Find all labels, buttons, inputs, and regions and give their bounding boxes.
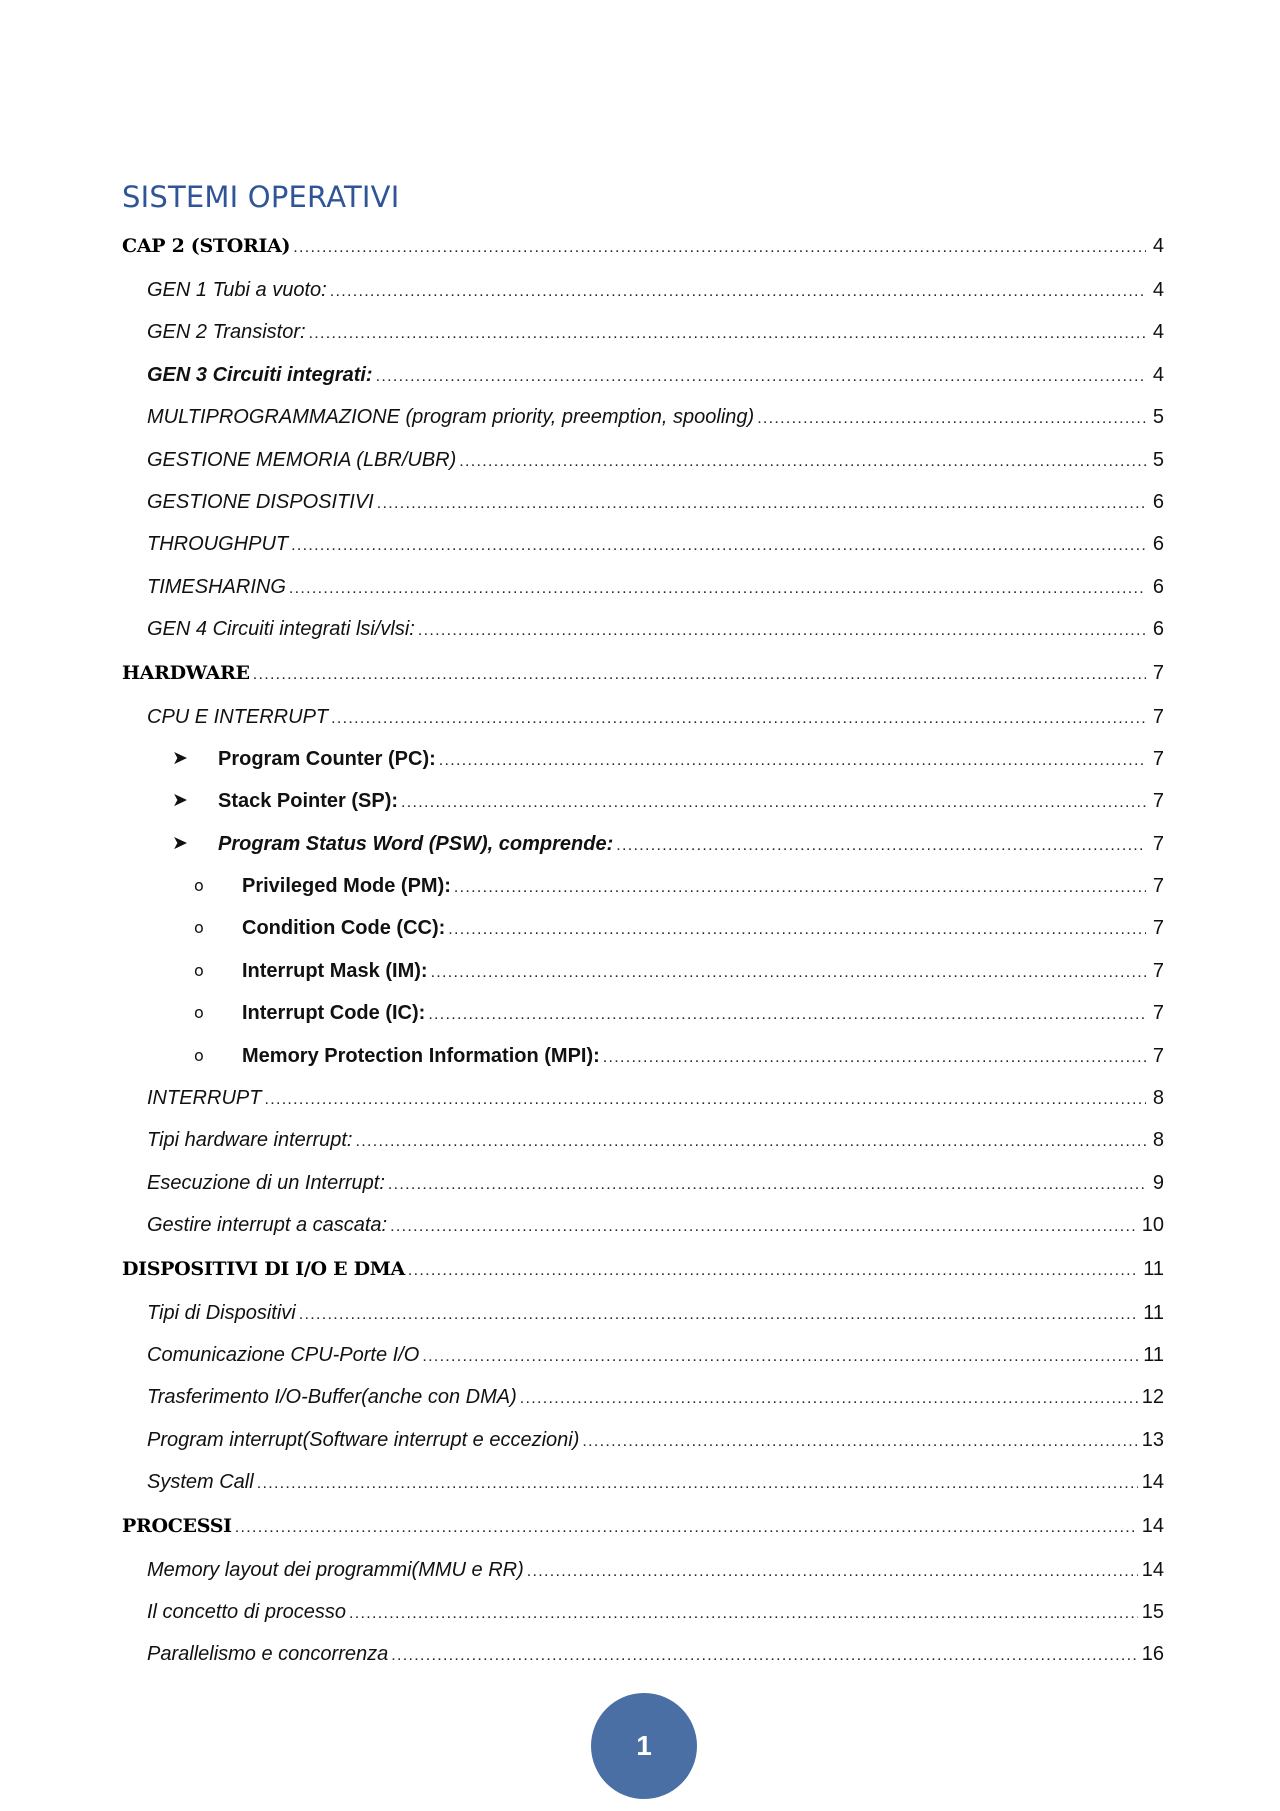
toc-entry[interactable]	[122, 1376, 1164, 1418]
toc-entry[interactable]	[122, 651, 1164, 696]
toc-entry-page: 12	[1141, 1386, 1164, 1409]
dot-leader	[431, 952, 1146, 994]
toc-entry-label: System Call	[147, 1471, 254, 1494]
toc-entry-label: Program Counter (PC):	[218, 747, 436, 770]
toc-entry[interactable]	[122, 823, 1164, 865]
toc-entry-page: 7	[1152, 790, 1164, 813]
table-of-contents	[122, 224, 1164, 1676]
toc-entry-page: 6	[1152, 575, 1164, 598]
toc-entry[interactable]	[122, 1334, 1164, 1376]
toc-entry-label: Privileged Mode (PM):	[242, 875, 451, 898]
dot-leader	[253, 652, 1146, 697]
toc-entry-page: 5	[1152, 406, 1164, 429]
toc-entry-page: 14	[1141, 1514, 1164, 1537]
toc-entry[interactable]	[122, 311, 1164, 353]
dot-leader	[330, 271, 1146, 313]
dot-leader	[616, 825, 1146, 867]
toc-entry-label: HARDWARE	[122, 661, 250, 684]
circle-bullet-icon: o	[194, 876, 204, 896]
toc-entry-label: Stack Pointer (SP):	[218, 790, 399, 813]
toc-entry-page: 8	[1152, 1087, 1164, 1110]
toc-entry[interactable]	[122, 738, 1164, 780]
circle-bullet-icon: o	[194, 960, 204, 980]
toc-entry[interactable]	[122, 1247, 1164, 1292]
toc-entry-label: Program Status Word (PSW), comprende:	[218, 832, 614, 855]
toc-entry-label: GEN 1 Tubi a vuoto:	[147, 279, 327, 301]
dot-leader	[422, 1336, 1139, 1378]
toc-entry-page: 6	[1152, 618, 1164, 641]
toc-entry-page: 7	[1152, 959, 1164, 982]
toc-entry-label: Tipi di Dispositivi	[147, 1301, 296, 1324]
dot-leader	[377, 483, 1146, 525]
dot-leader	[520, 1378, 1138, 1420]
toc-entry-page: 4	[1152, 363, 1164, 386]
toc-entry-label: MULTIPROGRAMMAZIONE (program priority, preemption, spooling)	[147, 406, 755, 429]
toc-entry-label: GESTIONE DISPOSITIVI	[147, 490, 374, 513]
page-number-badge: 1	[591, 1693, 697, 1799]
toc-entry[interactable]	[122, 865, 1164, 907]
circle-bullet-icon: o	[194, 918, 204, 938]
dot-leader	[299, 1294, 1139, 1336]
toc-entry-page: 11	[1143, 1301, 1164, 1324]
toc-entry-page: 13	[1141, 1428, 1164, 1451]
dot-leader	[390, 1206, 1138, 1248]
toc-entry-label: Condition Code (CC):	[242, 917, 446, 940]
circle-bullet-icon: o	[194, 1045, 204, 1065]
document-title: SISTEMI OPERATIVI	[122, 180, 400, 214]
toc-entry-label: Memory layout dei programmi(MMU e RR)	[147, 1558, 524, 1581]
toc-entry-label: TIMESHARING	[147, 575, 286, 598]
toc-entry[interactable]	[122, 950, 1164, 992]
toc-entry[interactable]	[122, 1549, 1164, 1591]
toc-entry-page: 7	[1152, 747, 1164, 770]
toc-entry-label: GESTIONE MEMORIA (LBR/UBR)	[147, 448, 457, 471]
toc-entry[interactable]	[122, 1419, 1164, 1461]
toc-entry-page: 6	[1152, 490, 1164, 513]
toc-entry-page: 7	[1152, 1044, 1164, 1067]
dot-leader	[257, 1463, 1138, 1505]
toc-entry-page: 9	[1152, 1171, 1164, 1194]
arrow-bullet-icon: ➤	[172, 832, 188, 854]
toc-entry[interactable]	[122, 1461, 1164, 1503]
toc-entry-page: 8	[1152, 1129, 1164, 1152]
toc-entry[interactable]	[122, 696, 1164, 738]
toc-entry-page: 7	[1152, 661, 1164, 684]
toc-entry-label: Esecuzione di un Interrupt:	[147, 1171, 385, 1194]
toc-entry-page: 16	[1141, 1643, 1164, 1666]
toc-entry-page: 4	[1152, 235, 1164, 257]
toc-entry[interactable]	[122, 780, 1164, 822]
toc-entry-page: 11	[1143, 1257, 1164, 1280]
toc-entry-label: Program interrupt(Software interrupt e eccezioni)	[147, 1428, 580, 1451]
toc-entry-label: THROUGHPUT	[147, 533, 289, 556]
toc-entry[interactable]	[122, 439, 1164, 481]
toc-entry[interactable]	[122, 608, 1164, 650]
dot-leader	[428, 994, 1146, 1036]
toc-entry-page: 14	[1141, 1471, 1164, 1494]
toc-entry[interactable]	[122, 1633, 1164, 1675]
circle-bullet-icon: o	[194, 1003, 204, 1023]
toc-entry[interactable]	[122, 1119, 1164, 1161]
dot-leader	[401, 782, 1146, 824]
toc-entry-page: 4	[1152, 279, 1164, 301]
dot-leader	[235, 1505, 1138, 1550]
toc-entry[interactable]	[122, 1035, 1164, 1077]
dot-leader	[603, 1037, 1146, 1079]
toc-entry-label: GEN 3 Circuiti integrati:	[147, 363, 373, 386]
toc-entry-page: 7	[1152, 875, 1164, 898]
toc-entry-page: 7	[1152, 832, 1164, 855]
toc-entry-page: 7	[1152, 1002, 1164, 1025]
dot-leader	[376, 356, 1146, 398]
toc-entry-page: 7	[1152, 917, 1164, 940]
toc-entry[interactable]	[122, 1591, 1164, 1633]
arrow-bullet-icon: ➤	[172, 790, 188, 812]
toc-entry-label: GEN 4 Circuiti integrati lsi/vlsi:	[147, 618, 415, 641]
dot-leader	[418, 610, 1146, 652]
toc-entry-label: Comunicazione CPU-Porte I/O	[147, 1343, 420, 1366]
toc-entry-label: INTERRUPT	[147, 1087, 262, 1110]
dot-leader	[459, 441, 1146, 483]
dot-leader	[439, 740, 1146, 782]
toc-entry-label: Gestire interrupt a cascata:	[147, 1214, 388, 1237]
toc-entry-label: CPU E INTERRUPT	[147, 705, 329, 728]
toc-entry-page: 7	[1152, 705, 1164, 728]
toc-entry-page: 10	[1141, 1214, 1164, 1237]
toc-entry-label: DISPOSITIVI DI I/O E DMA	[122, 1257, 405, 1280]
toc-entry-label: PROCESSI	[122, 1514, 232, 1537]
dot-leader	[264, 1079, 1146, 1121]
toc-entry-label: Il concetto di processo	[147, 1600, 346, 1623]
dot-leader	[309, 313, 1146, 355]
toc-entry[interactable]	[122, 1204, 1164, 1246]
toc-entry-label: Tipi hardware interrupt:	[147, 1129, 353, 1152]
toc-entry-label: CAP 2 (STORIA)	[122, 235, 291, 257]
dot-leader	[582, 1421, 1137, 1463]
toc-entry[interactable]	[122, 1292, 1164, 1334]
dot-leader	[388, 1164, 1146, 1206]
toc-entry-label: Interrupt Code (IC):	[242, 1002, 426, 1025]
toc-entry[interactable]	[122, 1504, 1164, 1549]
dot-leader	[757, 398, 1146, 440]
toc-entry[interactable]	[122, 566, 1164, 608]
toc-entry[interactable]	[122, 354, 1164, 396]
toc-entry-label: Trasferimento I/O-Buffer(anche con DMA)	[147, 1386, 517, 1409]
toc-entry[interactable]	[122, 269, 1164, 311]
dot-leader	[349, 1593, 1138, 1635]
dot-leader	[527, 1551, 1138, 1593]
toc-entry-page: 5	[1152, 448, 1164, 471]
dot-leader	[454, 867, 1146, 909]
toc-entry[interactable]	[122, 224, 1164, 269]
dot-leader	[289, 568, 1146, 610]
dot-leader	[355, 1121, 1146, 1163]
toc-entry-page: 11	[1143, 1343, 1164, 1366]
toc-entry[interactable]	[122, 523, 1164, 565]
dot-leader	[391, 1635, 1138, 1677]
toc-entry[interactable]	[122, 396, 1164, 438]
toc-entry[interactable]	[122, 481, 1164, 523]
toc-entry-page: 6	[1152, 533, 1164, 556]
toc-entry[interactable]	[122, 907, 1164, 949]
toc-entry-page: 15	[1141, 1600, 1164, 1623]
dot-leader	[293, 225, 1146, 270]
toc-entry[interactable]	[122, 992, 1164, 1034]
dot-leader	[291, 525, 1146, 567]
dot-leader	[408, 1248, 1139, 1293]
dot-leader	[448, 909, 1146, 951]
arrow-bullet-icon: ➤	[172, 747, 188, 769]
toc-entry-label: GEN 2 Transistor:	[147, 321, 306, 344]
toc-entry-page: 4	[1152, 321, 1164, 344]
toc-entry[interactable]	[122, 1162, 1164, 1204]
toc-entry-page: 14	[1141, 1558, 1164, 1581]
toc-entry[interactable]	[122, 1077, 1164, 1119]
toc-entry-label: Interrupt Mask (IM):	[242, 959, 428, 982]
toc-entry-label: Parallelismo e concorrenza	[147, 1643, 389, 1666]
dot-leader	[331, 698, 1146, 740]
toc-entry-label: Memory Protection Information (MPI):	[242, 1044, 600, 1067]
